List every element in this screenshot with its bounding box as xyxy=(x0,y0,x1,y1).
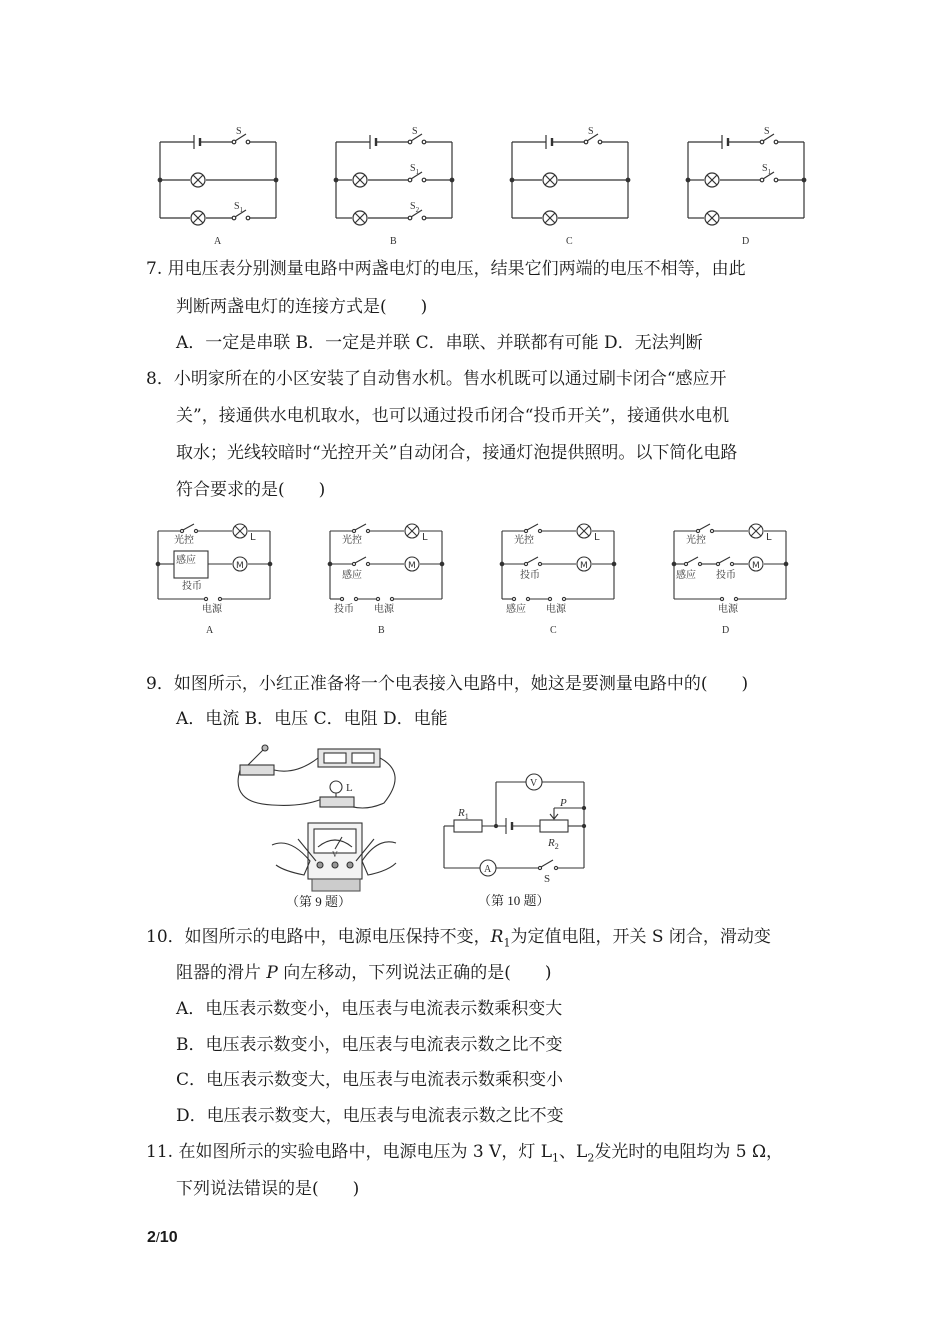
svg-text:投币: 投币 xyxy=(334,604,354,615)
q7-stem-line-1: 7. 用电压表分别测量电路中两盏电灯的电压，结果它们两端的电压不相等，由此 xyxy=(146,259,746,279)
svg-text:C: C xyxy=(550,625,557,636)
svg-text:D: D xyxy=(722,625,730,636)
q9-stem: 9．如图所示，小红正准备将一个电表接入电路中，她这是要测量电路中的( ) xyxy=(146,674,749,694)
svg-text:光控: 光控 xyxy=(514,535,534,546)
q10-figure-caption: （第 10 题） xyxy=(478,893,550,908)
q8-circuit-c xyxy=(500,524,616,636)
q8-stem-line-1: 8．小明家所在的小区安装了自动售水机。售水机既可以通过刷卡闭合“感应开 xyxy=(146,369,727,389)
svg-text:S: S xyxy=(544,873,551,885)
q8-circuit-a xyxy=(156,524,272,636)
svg-text:M: M xyxy=(580,561,588,571)
svg-text:M: M xyxy=(752,561,760,571)
svg-text:投币: 投币 xyxy=(182,581,202,592)
svg-text:感应: 感应 xyxy=(676,570,696,581)
q8-circuit-d xyxy=(672,524,788,636)
svg-text:电源: 电源 xyxy=(374,604,394,615)
svg-text:感应: 感应 xyxy=(176,555,196,566)
svg-text:A: A xyxy=(484,864,492,875)
svg-text:L: L xyxy=(346,782,353,794)
svg-text:S: S xyxy=(588,126,594,137)
svg-text:S1: $S_1$ xyxy=(762,163,772,176)
q9-options: A．电流 B．电压 C．电阻 D．电能 xyxy=(176,709,448,729)
q11-stem-line-2: 下列说法错误的是( ) xyxy=(176,1179,360,1199)
svg-text:电源: 电源 xyxy=(546,604,566,615)
svg-text:光控: 光控 xyxy=(686,535,706,546)
svg-text:V: V xyxy=(332,850,338,859)
svg-text:电源: 电源 xyxy=(718,604,738,615)
svg-text:感应: 感应 xyxy=(342,570,362,581)
q7-stem-line-2: 判断两盏电灯的连接方式是( ) xyxy=(176,297,428,317)
q7-options: A．一定是串联 B．一定是并联 C．串联、并联都有可能 D．无法判断 xyxy=(176,333,703,353)
svg-text:L: L xyxy=(422,532,428,543)
svg-text:S2: $S_2$ xyxy=(410,201,420,214)
q8-circuit-figures xyxy=(150,515,810,641)
svg-text:R1: $R_1$ xyxy=(458,807,469,821)
q6-circuit-d xyxy=(686,126,806,247)
q8-circuit-b xyxy=(328,524,444,636)
q10-option-d: D．电压表示数变大，电压表与电流表示数之比不变 xyxy=(176,1106,564,1126)
q8-stem-line-3: 取水；光线较暗时“光控开关”自动闭合，接通灯泡提供照明。以下简化电路 xyxy=(176,443,738,463)
q8-stem-line-4: 符合要求的是( ) xyxy=(176,480,326,500)
svg-text:D: D xyxy=(742,236,750,247)
q10-stem-line-2: 阻器的滑片 P 向左移动，下列说法正确的是( ) xyxy=(176,963,552,983)
q8-stem-line-2: 关”，接通供水电机取水，也可以通过投币闭合“投币开关”，接通供水电机 xyxy=(176,406,730,426)
q10-circuit-figure xyxy=(440,772,600,912)
svg-text:M: M xyxy=(236,561,244,571)
q9-apparatus-figure xyxy=(232,743,408,911)
q10-option-a: A．电压表示数变小，电压表与电流表示数乘积变大 xyxy=(176,999,563,1019)
svg-text:V: V xyxy=(530,778,538,789)
svg-text:A: A xyxy=(206,625,214,636)
q6-circuit-a xyxy=(158,126,278,247)
svg-text:P: P xyxy=(560,797,567,809)
svg-text:L: L xyxy=(766,532,772,543)
svg-text:B: B xyxy=(390,236,397,247)
svg-text:L: L xyxy=(594,532,600,543)
svg-text:C: C xyxy=(566,236,573,247)
svg-text:感应: 感应 xyxy=(506,604,526,615)
svg-text:投币: 投币 xyxy=(716,570,736,581)
q10-option-b: B．电压表示数变小，电压表与电流表示数之比不变 xyxy=(176,1035,563,1055)
q11-stem-line-1: 11. 在如图所示的实验电路中，电源电压为 3 V，灯 $L_1$、$L_2$发光时的电阻均为 5 Ω， xyxy=(146,1142,784,1165)
svg-text:光控: 光控 xyxy=(174,535,194,546)
q10-stem-line-1: 10．如图所示的电路中，电源电压保持不变，$R_1$为定值电阻，开关 S 闭合，滑动变 xyxy=(146,927,771,950)
svg-text:S1: $S_1$ xyxy=(234,201,244,214)
svg-text:S: S xyxy=(412,126,418,137)
svg-text:S: S xyxy=(764,126,770,137)
q6-circuit-b xyxy=(334,126,454,247)
svg-text:B: B xyxy=(378,625,385,636)
q6-circuit-c xyxy=(510,126,630,247)
svg-text:R2: $R_2$ xyxy=(548,837,559,851)
svg-text:L: L xyxy=(250,532,256,543)
switch-label: S xyxy=(236,126,242,137)
q6-circuit-figures xyxy=(150,122,820,248)
svg-text:光控: 光控 xyxy=(342,535,362,546)
svg-text:S1: $S_1$ xyxy=(410,163,420,176)
svg-text:投币: 投币 xyxy=(520,570,540,581)
q10-option-c: C．电压表示数变大，电压表与电流表示数乘积变小 xyxy=(176,1070,564,1090)
option-label: A xyxy=(214,236,222,247)
svg-text:M: M xyxy=(408,561,416,571)
q9-figure-caption: （第 9 题） xyxy=(286,894,352,909)
page-number: 2/10 xyxy=(147,1229,178,1246)
svg-text:电源: 电源 xyxy=(202,604,222,615)
